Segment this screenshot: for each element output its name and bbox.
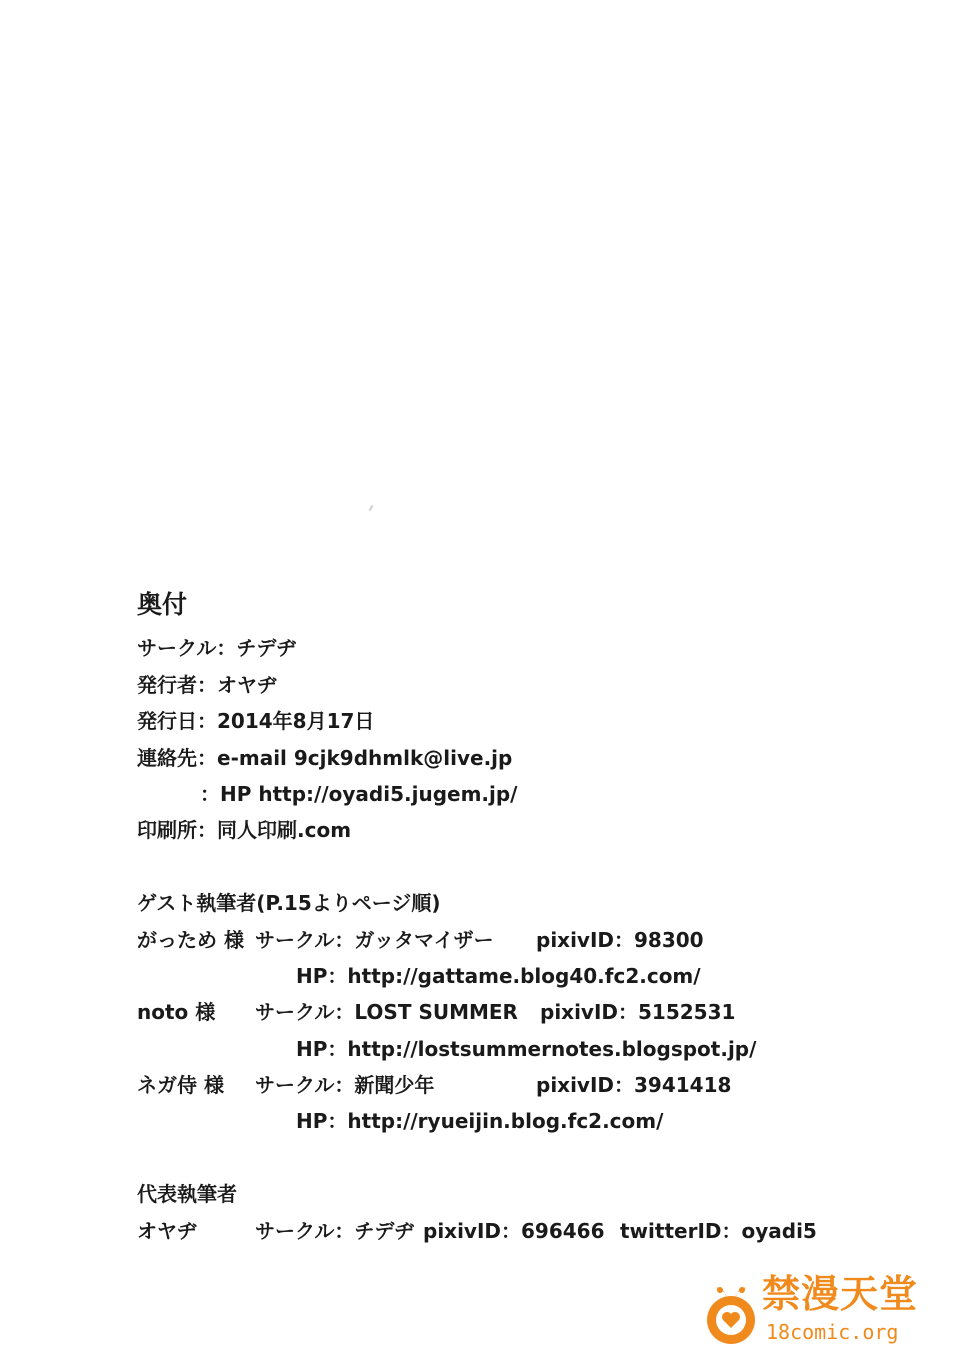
paper-speck bbox=[369, 505, 374, 511]
watermark-text: 禁漫天堂 bbox=[762, 1272, 919, 1316]
guest-name: がっため 様 bbox=[137, 928, 244, 952]
watermark-url: 18comic.org bbox=[766, 1320, 899, 1344]
mascot-icon bbox=[700, 1282, 762, 1348]
guest-name: ネガ侍 様 bbox=[137, 1073, 224, 1097]
publish-date-line: 発行日：2014年8月17日 bbox=[137, 709, 375, 733]
representative-circle: サークル：チデヂ bbox=[255, 1219, 415, 1243]
contact-hp-line: ：HP http://oyadi5.jugem.jp/ bbox=[200, 782, 518, 806]
publisher-line: 発行者：オヤヂ bbox=[137, 673, 277, 697]
representative-heading: 代表執筆者 bbox=[137, 1182, 237, 1206]
guest-circle: サークル：LOST SUMMER bbox=[255, 1000, 518, 1024]
guest-name: noto 様 bbox=[137, 1000, 216, 1024]
guest-pixiv: pixivID：3941418 bbox=[536, 1073, 732, 1097]
contact-email-line: 連絡先：e-mail 9cjk9dhmlk@live.jp bbox=[137, 746, 513, 770]
guest-pixiv: pixivID：98300 bbox=[536, 928, 704, 952]
printer-line: 印刷所：同人印刷.com bbox=[137, 818, 352, 842]
guest-circle: サークル：新聞少年 bbox=[255, 1073, 435, 1097]
representative-pixiv: pixivID：696466 bbox=[423, 1219, 605, 1243]
circle-line: サークル：チデヂ bbox=[137, 636, 297, 660]
guest-hp: HP：http://gattame.blog40.fc2.com/ bbox=[296, 964, 701, 988]
representative-name: オヤヂ bbox=[137, 1219, 197, 1243]
guest-heading: ゲスト執筆者(P.15よりページ順) bbox=[137, 891, 441, 915]
colophon-title: 奥付 bbox=[137, 590, 188, 619]
representative-twitter: twitterID：oyadi5 bbox=[620, 1219, 817, 1243]
guest-hp: HP：http://ryueijin.blog.fc2.com/ bbox=[296, 1109, 664, 1133]
site-watermark bbox=[700, 1268, 930, 1354]
guest-circle: サークル：ガッタマイザー bbox=[255, 928, 494, 952]
guest-pixiv: pixivID：5152531 bbox=[540, 1000, 736, 1024]
guest-hp: HP：http://lostsummernotes.blogspot.jp/ bbox=[296, 1037, 757, 1061]
